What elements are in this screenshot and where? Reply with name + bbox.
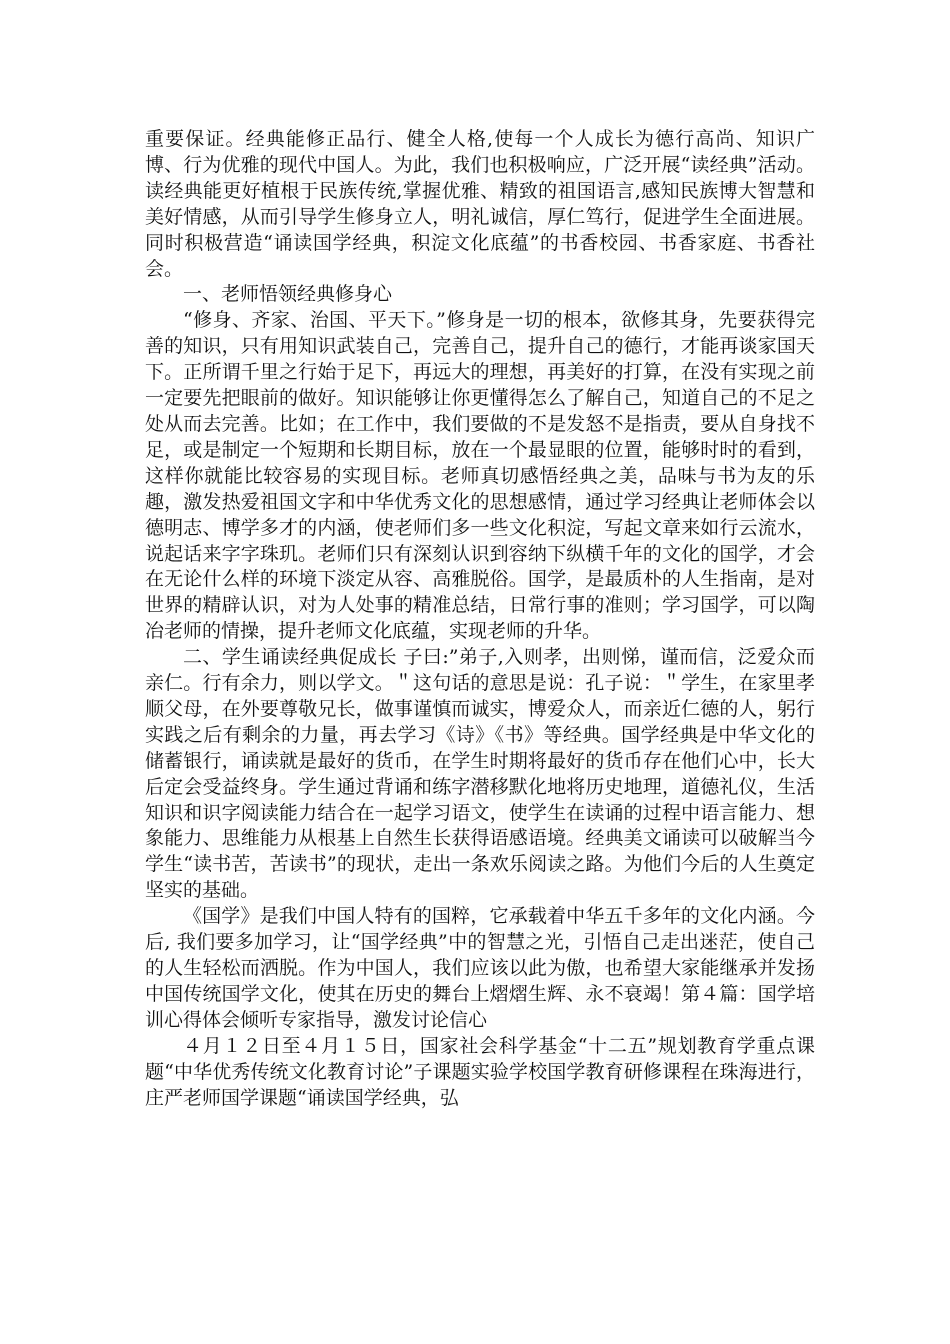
paragraph-intro: 重要保证。经典能修正品行、健全人格,使每一个人成长为德行高尚、知识广博、行为优雅的现代中国人。为此，我们也积极响应，广泛开展“读经典”活动。读经典能更好植根于民族传统,掌握优雅、精致的祖国语言,感知民族博大智慧和美好情感，从而引导学生修身立人，明礼诚信，厚仁笃行，促进学生全面进展。同时积极营造“诵读国学经典，积淀文化底蕴”的书香校园、书香家庭、书香社会。 (145, 128, 815, 280)
document-body (145, 127, 815, 1111)
paragraph-students: 二、学生诵读经典促成长 子曰:”弟子,入则孝，出则悌，谨而信，泛爱众而亲仁。行有余力，则以学文。＂这句话的意思是说：孔子说：＂学生，在家里孝顺父母，在外要尊敬兄长，做事谨慎而诚实，博爱众人，而亲近仁德的人，躬行实践之后有剩余的力量，再去学习《诗》《书》等经典。国学经典是中华文化的储蓄银行，诵读就是最好的货币，在学生时期将最好的货币存在他们心中，长大后定会受益终身。学生通过背诵和练字潜移默化地将历史地理，道德礼仪，生活知识和识字阅读能力结合在一起学习语文，使学生在读诵的过程中语言能力、想象能力、思维能力从根基上自然生长获得语感语境。经典美文诵读可以破解当今学生“读书苦，苦读书”的现状，走出一条欢乐阅读之路。为他们今后的人生奠定坚实的基础。 (145, 646, 815, 902)
paragraph-teachers: “修身、齐家、治国、平天下。”修身是一切的根本，欲修其身，先要获得完善的知识，只有用知识武装自己，完善自己，提升自己的德行，才能再谈家国天下。正所谓千里之行始于足下，再远大的理想，再美好的打算，在没有实现之前一定要先把眼前的做好。知识能够让你更懂得怎么了解自己，知道自己的不足之处从而去完善。比如；在工作中，我们要做的不是发怒不是指责，要从自身找不足，或是制定一个短期和长期目标，放在一个最显眼的位置，能够时时的看到，这样你就能比较容易的实现目标。老师真切感悟经典之美，品味与书为友的乐趣，激发热爱祖国文字和中华优秀文化的思想感情，通过学习经典让老师体会以德明志、博学多才的内涵，使老师们多一些文化积淀，写起文章来如行云流水，说起话来字字珠玑。老师们只有深刻认识到容纳下纵横千年的文化的国学，才会在无论什么样的环境下淡定从容、高雅脱俗。国学，是最质朴的人生指南，是对世界的精辟认识，对为人处事的精准总结，日常行事的准则；学习国学，可以陶冶老师的情操，提升老师文化底蕴，实现老师的升华。 (145, 309, 815, 643)
paragraph-guoxue: 《国学》是我们中国人特有的国粹，它承载着中华五千多年的文化内涵。今后, 我们要多加学习，让“国学经典”中的智慧之光，引悟自己走出迷茫，使自己的人生轻松而洒脱。作为中国人，我们应该以此为傲，也希望大家能继承并发扬中国传统国学文化，使其在历史的舞台上熠熠生辉、永不衰竭！第４篇：国学培训心得体会倾听专家指导，激发讨论信心 (145, 905, 815, 1031)
section-heading-teachers: 一、老师悟领经典修身心 (183, 283, 393, 306)
paragraph-training: ４月１２日至４月１５日，国家社会科学基金“十二五”规划教育学重点课题“中华优秀传统文化教育讨论”子课题实验学校国学教育研修课程在珠海进行，庄严老师国学课题“诵读国学经典，弘 (145, 1034, 815, 1109)
